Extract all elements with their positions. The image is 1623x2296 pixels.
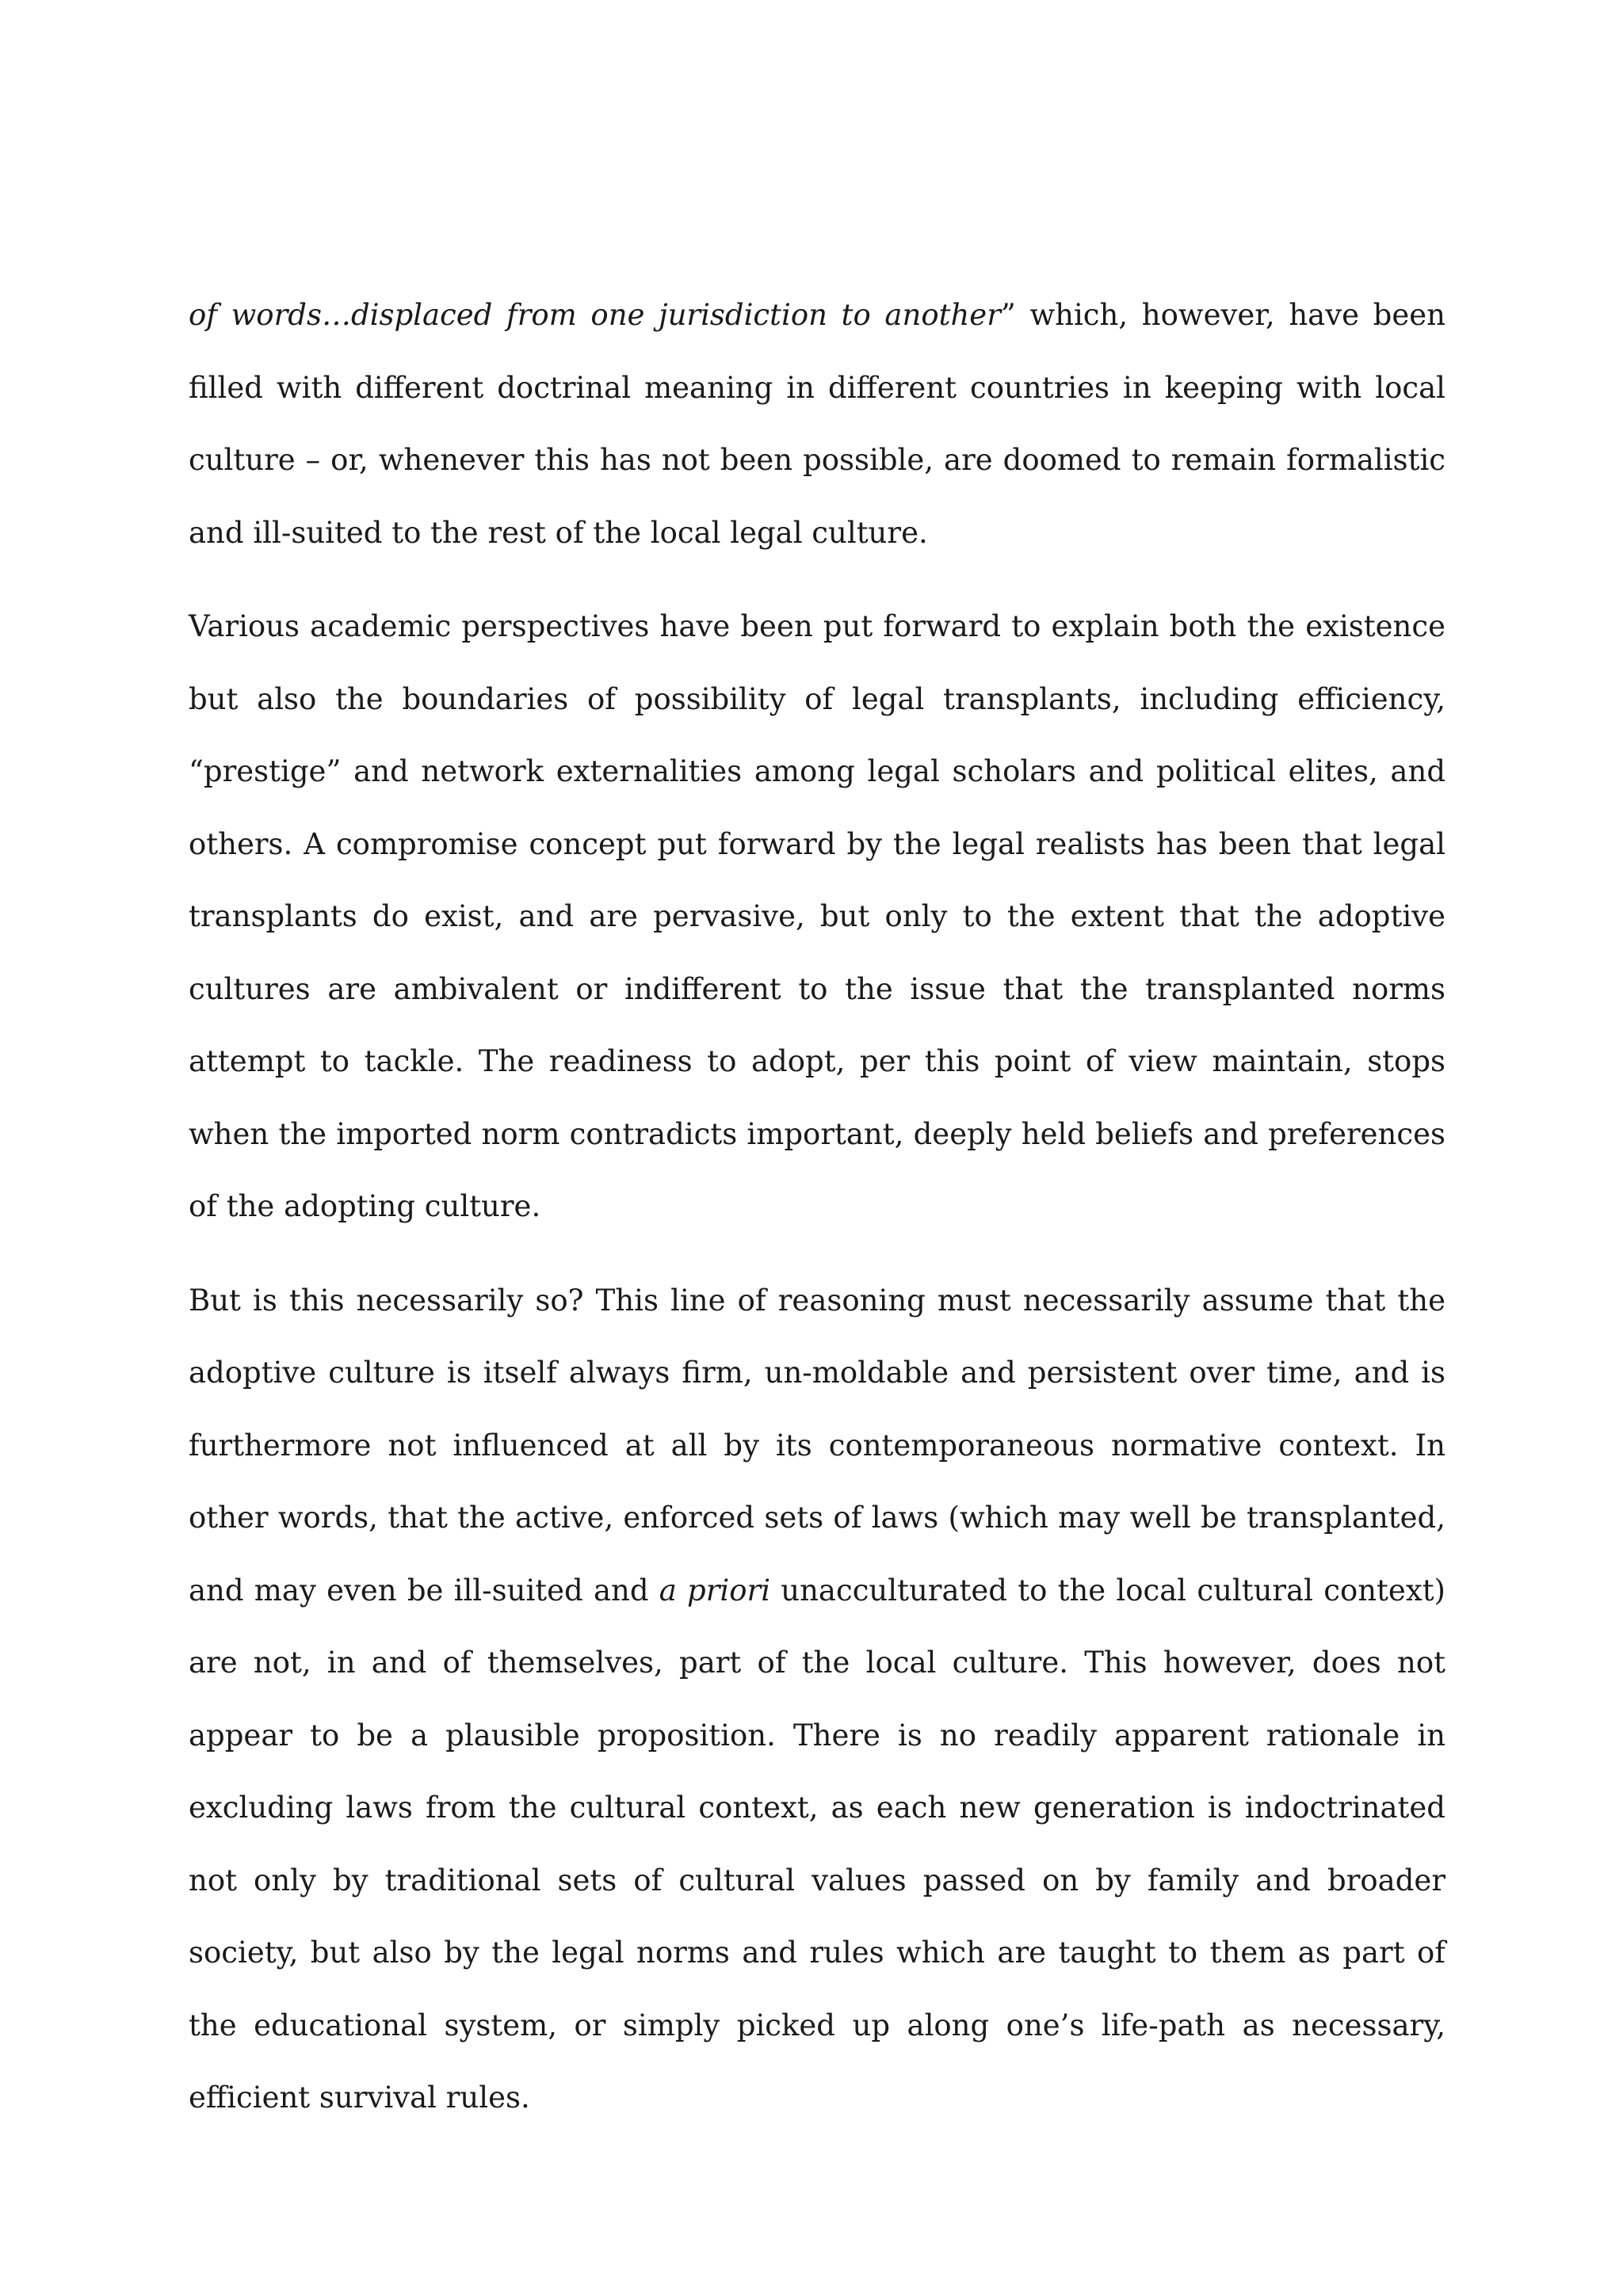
paragraph-text: ” which, however, have been filled with different doctrinal meaning in different countries in keeping with local culture – or, whenever this has not been possible, are doomed to remain formalistic and ill-suited to the rest of the local legal culture. [189, 298, 1445, 550]
body-text [189, 279, 1445, 2134]
paragraph-3 [189, 1264, 1445, 2134]
paragraph-text: unacculturated to the local cultural context) are not, in and of themselves, part of the local culture. This however, does not appear to be a plausible proposition. There is no readily apparent rationale in excluding laws from the cultural context, as each new generation is indoctrinated not only by traditional sets of cultural values passed on by family and broader society, but also by the legal norms and rules which are taught to them as part of the educational system, or simply picked up along one’s life-path as necessary, efficient survival rules. [189, 1573, 1445, 2115]
italic-quote: of words…displaced from one jurisdiction to another [189, 298, 1001, 332]
paragraph-text: Various academic perspectives have been put forward to explain both the existence but also the boundaries of possibility of legal transplants, including efficiency, “prestige” and network externalities among legal scholars and political elites, and others. A compromise concept put forward by the legal realists has been that legal transplants do exist, and are pervasive, but only to the extent that the adoptive cultures are ambivalent or indifferent to the issue that the transplanted norms attempt to tackle. The readiness to adopt, per this point of view maintain, stops when the imported norm contradicts important, deeply held beliefs and preferences of the adopting culture. [189, 609, 1445, 1223]
paragraph-1 [189, 279, 1445, 569]
paragraph-text: But is this necessarily so? This line of reasoning must necessarily assume that the adoptive culture is itself always firm, un-moldable and persistent over time, and is furthermore not influenced at all by its contemporaneous normative context. In other words, that the active, enforced sets of laws (which may well be transplanted, and may even be ill-suited and [189, 1283, 1445, 1608]
italic-term: a priori [659, 1573, 771, 1608]
paragraph-2 [189, 590, 1445, 1243]
